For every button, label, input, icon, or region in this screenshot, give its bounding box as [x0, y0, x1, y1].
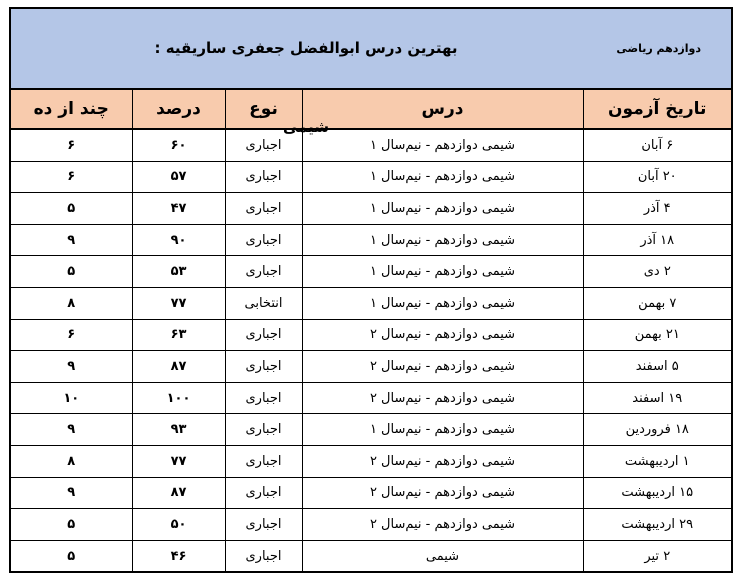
report-sheet — [9, 7, 733, 573]
cell-lesson: شیمی دوازدهم - نیم‌سال ۲ — [302, 509, 583, 541]
cell-percent: ۹۰ — [132, 224, 225, 256]
header-percent: درصد — [132, 90, 225, 129]
cell-exam-date: ۲ دی — [583, 256, 731, 288]
cell-percent: ۱۰۰ — [132, 382, 225, 414]
cell-lesson: شیمی دوازدهم - نیم‌سال ۱ — [302, 224, 583, 256]
header-type: نوع — [225, 90, 302, 129]
cell-exam-date: ۱۹ اسفند — [583, 382, 731, 414]
cell-exam-date: ۱۸ فروردین — [583, 414, 731, 446]
cell-lesson: شیمی دوازدهم - نیم‌سال ۱ — [302, 256, 583, 288]
cell-type: اجباری — [225, 351, 302, 383]
cell-score-of-ten: ۵ — [11, 540, 132, 571]
cell-lesson: شیمی دوازدهم - نیم‌سال ۲ — [302, 477, 583, 509]
table-row — [11, 540, 731, 571]
table-row — [11, 193, 731, 225]
cell-score-of-ten: ۵ — [11, 256, 132, 288]
cell-exam-date: ۴ آذر — [583, 193, 731, 225]
cell-lesson: شیمی دوازدهم - نیم‌سال ۲ — [302, 382, 583, 414]
cell-score-of-ten: ۶ — [11, 129, 132, 161]
cell-exam-date: ۵ اسفند — [583, 351, 731, 383]
cell-score-of-ten: ۸ — [11, 445, 132, 477]
table-row — [11, 445, 731, 477]
cell-exam-date: ۲۱ بهمن — [583, 319, 731, 351]
cell-percent: ۶۳ — [132, 319, 225, 351]
cell-percent: ۴۶ — [132, 540, 225, 571]
table-row — [11, 351, 731, 383]
cell-percent: ۶۰ — [132, 129, 225, 161]
cell-score-of-ten: ۵ — [11, 193, 132, 225]
cell-score-of-ten: ۹ — [11, 224, 132, 256]
grade-label: دوازدهم ریاضی — [616, 42, 701, 55]
cell-exam-date: ۶ آبان — [583, 129, 731, 161]
table-row — [11, 319, 731, 351]
table-row — [11, 509, 731, 541]
table-header-row — [11, 90, 731, 129]
cell-score-of-ten: ۹ — [11, 351, 132, 383]
cell-lesson: شیمی دوازدهم - نیم‌سال ۱ — [302, 129, 583, 161]
table-row — [11, 287, 731, 319]
cell-lesson: شیمی دوازدهم - نیم‌سال ۲ — [302, 445, 583, 477]
table-row — [11, 256, 731, 288]
cell-exam-date: ۱۵ اردیبهشت — [583, 477, 731, 509]
cell-score-of-ten: ۱۰ — [11, 382, 132, 414]
cell-type: انتخابی — [225, 287, 302, 319]
table-row — [11, 224, 731, 256]
cell-exam-date: ۱۸ آذر — [583, 224, 731, 256]
cell-score-of-ten: ۸ — [11, 287, 132, 319]
cell-lesson: شیمی — [302, 540, 583, 571]
cell-type: اجباری — [225, 445, 302, 477]
cell-type: اجباری — [225, 129, 302, 161]
cell-percent: ۸۷ — [132, 477, 225, 509]
cell-percent: ۷۷ — [132, 445, 225, 477]
header-score-of-ten: چند از ده — [11, 90, 132, 129]
cell-score-of-ten: ۶ — [11, 319, 132, 351]
cell-type: اجباری — [225, 319, 302, 351]
cell-lesson: شیمی دوازدهم - نیم‌سال ۱ — [302, 193, 583, 225]
table-row — [11, 477, 731, 509]
cell-exam-date: ۲۰ آبان — [583, 161, 731, 193]
cell-type: اجباری — [225, 161, 302, 193]
cell-type: اجباری — [225, 382, 302, 414]
cell-exam-date: ۱ اردیبهشت — [583, 445, 731, 477]
cell-score-of-ten: ۶ — [11, 161, 132, 193]
table-row — [11, 414, 731, 446]
cell-percent: ۷۷ — [132, 287, 225, 319]
cell-type: اجباری — [225, 477, 302, 509]
cell-percent: ۵۳ — [132, 256, 225, 288]
cell-score-of-ten: ۵ — [11, 509, 132, 541]
cell-percent: ۹۳ — [132, 414, 225, 446]
cell-lesson: شیمی دوازدهم - نیم‌سال ۲ — [302, 319, 583, 351]
cell-exam-date: ۷ بهمن — [583, 287, 731, 319]
cell-score-of-ten: ۹ — [11, 477, 132, 509]
cell-percent: ۴۷ — [132, 193, 225, 225]
cell-lesson: شیمی دوازدهم - نیم‌سال ۱ — [302, 414, 583, 446]
cell-lesson: شیمی دوازدهم - نیم‌سال ۲ — [302, 351, 583, 383]
cell-lesson: شیمی دوازدهم - نیم‌سال ۱ — [302, 161, 583, 193]
cell-type: اجباری — [225, 256, 302, 288]
exam-results-table — [11, 90, 731, 571]
table-row — [11, 129, 731, 161]
cell-exam-date: ۲ تیر — [583, 540, 731, 571]
cell-exam-date: ۲۹ اردیبهشت — [583, 509, 731, 541]
cell-type: اجباری — [225, 224, 302, 256]
cell-type: اجباری — [225, 193, 302, 225]
cell-type: اجباری — [225, 540, 302, 571]
table-row — [11, 161, 731, 193]
report-title: بهترین درس ابوالفضل جعفری ساریقیه : شیمی — [154, 39, 458, 136]
cell-type: اجباری — [225, 414, 302, 446]
cell-score-of-ten: ۹ — [11, 414, 132, 446]
cell-type: اجباری — [225, 509, 302, 541]
cell-percent: ۸۷ — [132, 351, 225, 383]
cell-lesson: شیمی دوازدهم - نیم‌سال ۱ — [302, 287, 583, 319]
cell-percent: ۵۰ — [132, 509, 225, 541]
table-row — [11, 382, 731, 414]
cell-percent: ۵۷ — [132, 161, 225, 193]
header-exam-date: تاریخ آزمون — [583, 90, 731, 129]
header-lesson: درس — [302, 90, 583, 129]
